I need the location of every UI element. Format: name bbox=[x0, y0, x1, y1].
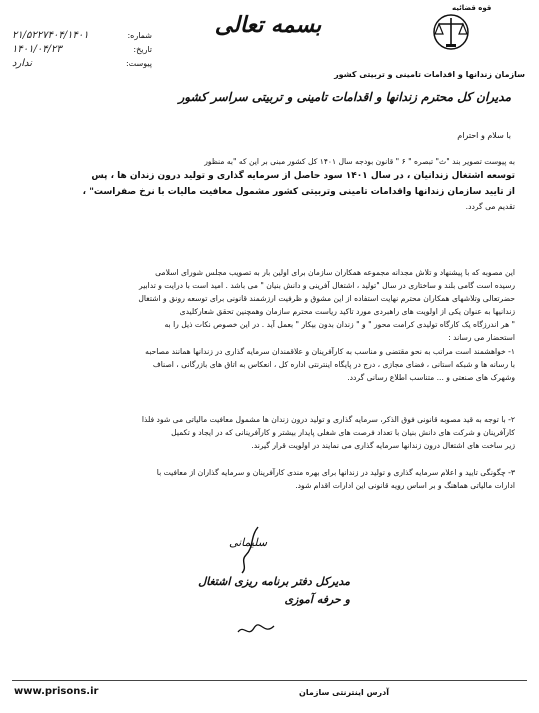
signer-name: سلیمانی bbox=[228, 536, 268, 549]
meta-date-label: تاریخ: bbox=[133, 45, 152, 54]
footer-website-link[interactable]: www.prisons.ir bbox=[14, 686, 99, 697]
organization-name: سازمان زندانها و اقدامات تامینی و تربیتی کشور bbox=[334, 70, 525, 79]
meta-attachment-value: ندارد bbox=[12, 58, 33, 69]
meta-number-row bbox=[12, 30, 152, 44]
paragraph-line: زیر ساخت های اشتغال درون زندانها سرمایه گذاری می نمایند در اولویت قرار گیرند. bbox=[251, 441, 515, 450]
paragraph-line: به پیوست تصویر بند "ث" تبصره " ۶ " قانون بودجه سال ۱۴۰۱ کل کشور مبنی بر این که "به منظور bbox=[204, 157, 515, 166]
meta-number-label: شماره: bbox=[127, 31, 152, 40]
paragraph-context bbox=[19, 266, 515, 344]
paragraph-item-3 bbox=[19, 466, 515, 492]
salutation: با سلام و احترام bbox=[457, 131, 511, 140]
paragraph-line: کارآفرینان و شرکت های دانش بنیان با تعداد فرصت های شغلی پایدار بیشتر و کارآفرینانی که در ایجاد و تکمیل bbox=[171, 428, 515, 437]
paragraph-line: وشهرک های صنعتی و ... متناسب اطلاع رسانی گردد. bbox=[347, 373, 515, 382]
paragraph-line: تقدیم می گردد. bbox=[465, 202, 515, 211]
paragraph-line: استحضار می رساند : bbox=[448, 333, 515, 342]
paragraph-line-emphasis: توسعه اشتغال زندانیان ، در سال ۱۴۰۱ سود حاصل از سرمایه گذاری و تولید درون زندان ها ، پس bbox=[91, 171, 515, 181]
paragraph-item-2 bbox=[19, 413, 515, 452]
meta-date-value: ۱۴۰۱/۰۴/۲۳ bbox=[12, 44, 62, 55]
paragraph-line: زندانیها به عنوان یکی از اولویت های راهبردی مورد تاکید ریاست محترم سازمان وهمچنین تحقق شعارکلیدی bbox=[179, 307, 515, 316]
paragraph-intro bbox=[19, 155, 515, 213]
footer-divider bbox=[12, 680, 527, 681]
paragraph-line: ادارات مالیاتی هماهنگ و بر اساس رویه قانونی این ادارات اقدام شود. bbox=[295, 481, 515, 490]
meta-attachment-label: پیوست: bbox=[125, 59, 152, 68]
paragraph-line: رسیده است گامی بلند و ساختاری در سال "تولید ، اشتغال آفرینی و دانش بنیان " می باشد . امید است با درایت و تدابیر bbox=[139, 281, 515, 290]
signature-stroke-icon bbox=[228, 525, 268, 575]
paragraph-line-emphasis: از تایید سازمان زندانها واقدامات تامینی وتربیتی کشور مشمول معافیت مالیات با نرخ صفراست" ، bbox=[82, 187, 515, 197]
meta-number-value: ۲۱/۵۲۲۷۴۰۴/۱۴۰۱ bbox=[12, 30, 89, 41]
paragraph-line: ۱- خواهشمند است مراتب به نحو مقتضی و مناسب به کارآفرینان و علاقمندان سرمایه گذاری در زندانها همانند مصاحبه bbox=[145, 347, 515, 356]
paragraph-line: این مصوبه که با پیشنهاد و تلاش مجدانه مجموعه همکاران سازمان برای اولین بار به تصویب مجلس شورای اسلامی bbox=[155, 268, 515, 277]
recipient-line: مدیران کل محترم زندانها و اقدامات تامینی و تربیتی سراسر کشور bbox=[178, 90, 511, 104]
paragraph-line: " هر اندرزگاه یک کارگاه تولیدی کرامت محور " و " زندان بدون بیکار " بعمل آید . در این خصوص نکات ذیل را به bbox=[164, 320, 515, 329]
footer-website-label: آدرس اینترنتی سازمان bbox=[299, 688, 389, 697]
judiciary-label: قوه قضائیه bbox=[452, 4, 492, 12]
signature-scribble-icon bbox=[236, 620, 276, 640]
paragraph-line: ۲- با توجه به قید مصوبه قانونی فوق الذکر، سرمایه گذاری و تولید درون زندان ها مشمول معافیت مالیاتی می شود فلذا bbox=[141, 415, 515, 424]
paragraph-item-1 bbox=[19, 345, 515, 384]
signer-title: مدیرکل دفتر برنامه ریزی اشتغال و حرفه آموزی bbox=[198, 575, 350, 606]
paragraph-line: با رسانه ها و شبکه استانی ، فضای مجازی ، درج در پایگاه اینترنتی اداره کل ، انعکاس به اتاق های بازرگانی ، اصناف bbox=[152, 360, 515, 369]
meta-attachment-row bbox=[12, 58, 152, 72]
letter-metadata bbox=[12, 30, 152, 72]
basmala-heading: بسمه تعالی bbox=[214, 12, 322, 38]
meta-date-row bbox=[12, 44, 152, 58]
paragraph-line: حضرتعالی وتلاشهای همکاران محترم نهایت استفاده از این مشوق و ظرفیت ارزشمند قانونی برای توسعه رونق و اشتغال bbox=[138, 294, 515, 303]
paragraph-line: ۳- چگونگی تایید و اعلام سرمایه گذاری و تولید در زندانها برای بهره مندی کارآفرینان و سرمایه گذاران از معافیت با bbox=[156, 468, 515, 477]
